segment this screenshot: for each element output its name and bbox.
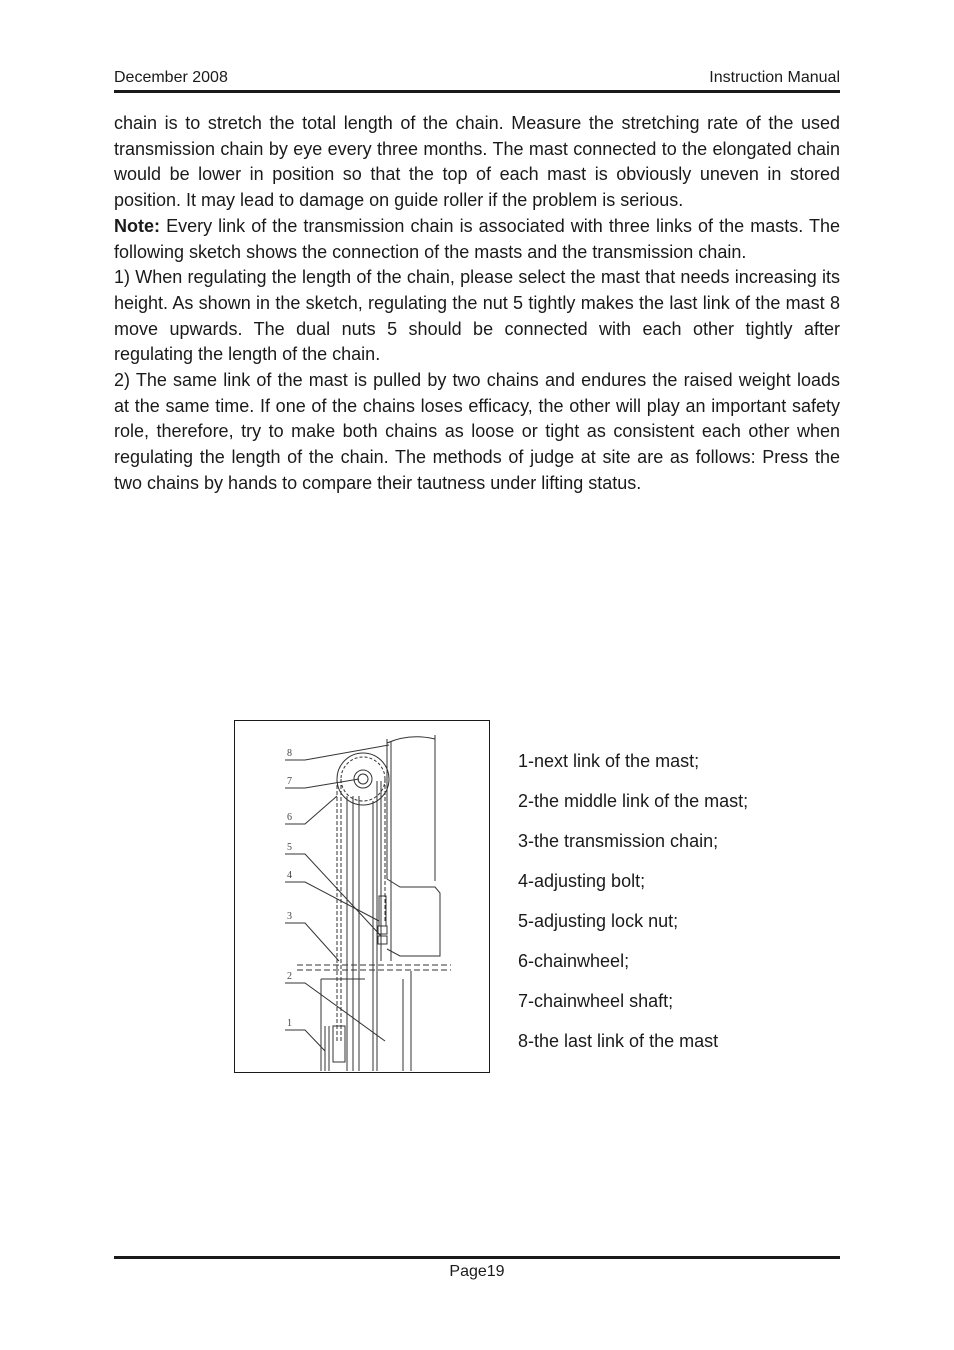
instruction-item-1: 1) When regulating the length of the chain, please select the mast that needs increasing its height. As shown in the sketch, regulating the nut 5 tightly makes the last link of the mast 8 move upwards. The dual nuts 5 should be connected with each other tightly after regulating the length of the chain. xyxy=(114,267,840,365)
mast-8-outline xyxy=(387,735,435,881)
figure-legend xyxy=(518,748,848,1068)
callout-3: 3 xyxy=(287,911,292,922)
paragraph-chain-stretch: chain is to stretch the total length of the chain. Measure the stretching rate of the used transmission chain by eye every three months. The mast connected to the elongated chain would be lower in position so that the top of each mast is obviously uneven in stored position. It may lead to damage on guide roller if the problem is serious. xyxy=(114,113,840,211)
sketch-drawing xyxy=(235,721,488,1071)
callout-8: 8 xyxy=(287,748,292,759)
note-text: Every link of the transmission chain is associated with three links of the masts. The following sketch shows the connection of the masts and the transmission chain. xyxy=(114,215,840,262)
callout-leader-6 xyxy=(285,796,337,824)
callout-leader-5 xyxy=(285,854,381,936)
mast-bracket xyxy=(387,879,440,956)
callout-leader-7 xyxy=(285,779,359,788)
callout-1: 1 xyxy=(287,1018,292,1029)
legend-item: 2-the middle link of the mast; xyxy=(518,791,749,811)
header-doc-type: Instruction Manual xyxy=(709,69,840,86)
mast-1-base xyxy=(333,1026,345,1062)
page-header xyxy=(114,66,840,93)
page-number: Page19 xyxy=(449,1263,505,1280)
callout-leader-1 xyxy=(285,1030,325,1051)
legend-item: 6-chainwheel; xyxy=(518,951,630,971)
callout-7: 7 xyxy=(287,776,292,787)
callout-leader-4 xyxy=(285,882,379,921)
callout-6: 6 xyxy=(287,812,292,823)
legend-item: 8-the last link of the mast xyxy=(518,1031,719,1051)
callout-leader-3 xyxy=(285,923,339,961)
note-label: Note: xyxy=(114,215,160,236)
body-text xyxy=(114,111,840,497)
mast-chain-sketch xyxy=(234,720,490,1073)
callout-leader-2 xyxy=(285,983,385,1041)
instruction-item-2: 2) The same link of the mast is pulled by two chains and endures the raised weight loads at the same time. If one of the chains loses efficacy, the other will play an important safety role, therefore, try to make both chains as loose or tight as consistent each other when regulating the length of the chain. The methods of judge at site are as follows: Press the two chains by hands to compare their tautness under lifting status. xyxy=(114,370,840,493)
footer-divider xyxy=(114,1256,840,1259)
callout-4: 4 xyxy=(287,870,292,881)
legend-item: 5-adjusting lock nut; xyxy=(518,911,679,931)
legend-item: 4-adjusting bolt; xyxy=(518,871,646,891)
transmission-chain xyxy=(337,779,341,1041)
callout-5: 5 xyxy=(287,842,292,853)
header-date: December 2008 xyxy=(114,69,228,86)
callout-leader-8 xyxy=(285,745,389,760)
legend-item: 7-chainwheel shaft; xyxy=(518,991,674,1011)
callout-2: 2 xyxy=(287,971,292,982)
legend-item: 3-the transmission chain; xyxy=(518,831,719,851)
mast-section-divider xyxy=(297,965,451,970)
legend-item: 1-next link of the mast; xyxy=(518,751,700,771)
note-paragraph xyxy=(114,214,840,265)
